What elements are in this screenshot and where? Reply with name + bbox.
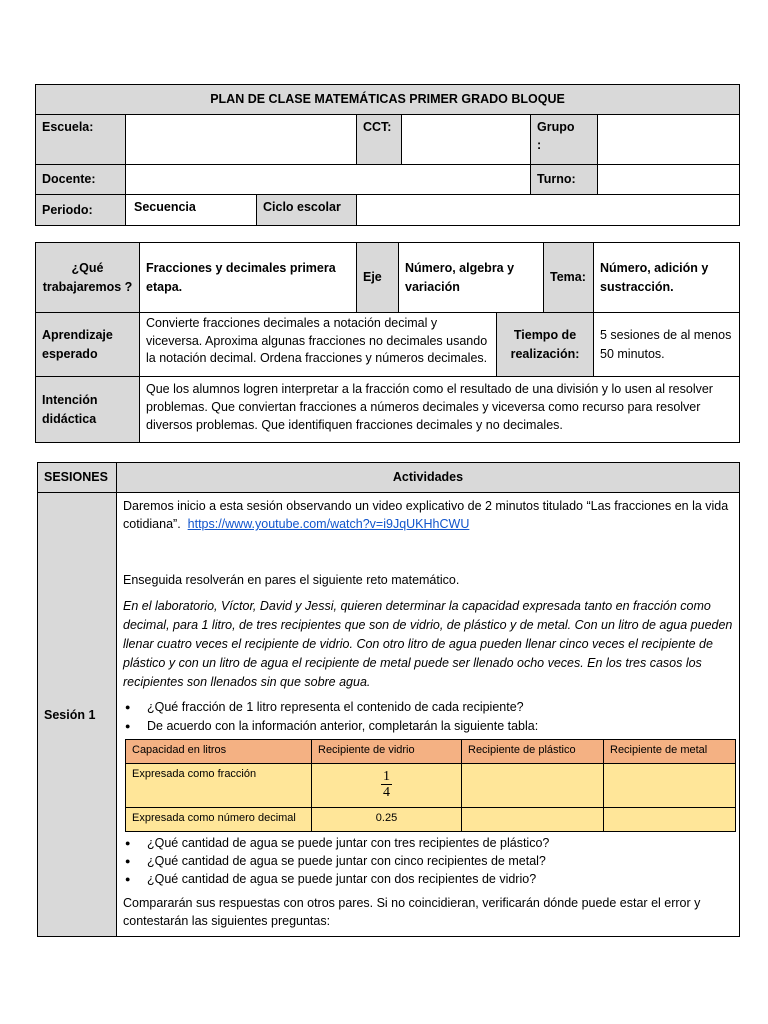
list-item: ● ¿Qué cantidad de agua se puede juntar con tres recipientes de plástico? (145, 834, 733, 852)
docente-label: Docente: (36, 165, 126, 195)
row-decimal-label: Expresada como número decimal (126, 807, 312, 831)
video-link[interactable]: https://www.youtube.com/watch?v=i9JqUKHhCWU (187, 517, 470, 532)
plan-table (35, 242, 740, 443)
tiempo-label: Tiempo de realización: (497, 313, 594, 377)
table-header-metal: Recipiente de metal (604, 739, 736, 763)
metal-decimal-cell[interactable] (604, 807, 736, 831)
question-list-2 (123, 834, 733, 888)
plan-title: PLAN DE CLASE MATEMÁTICAS PRIMER GRADO BLOQUE (36, 85, 740, 115)
ciclo-field[interactable] (357, 195, 740, 226)
docente-field[interactable] (126, 165, 531, 195)
list-item: ● ¿Qué cantidad de agua se puede juntar con cinco recipientes de metal? (145, 852, 733, 870)
list-item: ● ¿Qué cantidad de agua se puede juntar con dos recipientes de vidrio? (145, 870, 733, 888)
fraction-one-quarter: $\frac{1}{4}$ (383, 768, 390, 801)
que-value: Fracciones y decimales primera etapa. (140, 243, 357, 313)
sesiones-header: SESIONES (38, 463, 117, 493)
metal-fraccion-cell[interactable] (604, 763, 736, 807)
vidrio-fraccion-cell[interactable] (312, 763, 462, 807)
session-label: Sesión 1 (38, 493, 117, 937)
turno-label: Turno: (531, 165, 598, 195)
escuela-field[interactable] (126, 115, 357, 165)
cct-field[interactable] (402, 115, 531, 165)
tiempo-value: 5 sesiones de al menos 50 minutos. (594, 313, 740, 377)
plastico-decimal-cell[interactable] (462, 807, 604, 831)
table-header-vidrio: Recipiente de vidrio (312, 739, 462, 763)
cct-label: CCT: (357, 115, 402, 165)
intro-paragraph (123, 497, 733, 533)
aprendizaje-label: Aprendizaje esperado (36, 313, 140, 377)
vidrio-decimal-cell[interactable]: 0.25 (312, 807, 462, 831)
sessions-table (37, 462, 740, 937)
eje-label: Eje (357, 243, 399, 313)
intencion-label: Intención didáctica (36, 377, 140, 443)
list-item: ● ¿Qué fracción de 1 litro representa el contenido de cada recipiente? (145, 698, 733, 716)
grupo-label: Grupo : (531, 115, 598, 165)
closing-text: Compararán sus respuestas con otros pares. Si no coincidieran, verificarán dónde puede estar el error y contestarán las siguientes preguntas: (123, 896, 701, 929)
plastico-fraccion-cell[interactable] (462, 763, 604, 807)
periodo-label: Periodo: (36, 195, 126, 226)
eje-value: Número, algebra y variación (399, 243, 544, 313)
secuencia-label: Secuencia (126, 195, 257, 225)
grupo-field[interactable] (598, 115, 740, 165)
aprendizaje-value: Convierte fracciones decimales a notación decimal y viceversa. Aproxima algunas fracciones no decimales usando la notación decimal. Ordena fracciones y números decimales. (140, 313, 497, 377)
row-fraccion-label: Expresada como fracción (126, 763, 312, 807)
header-table-grid (35, 84, 740, 226)
problem-text: En el laboratorio, Víctor, David y Jessi, quieren determinar la capacidad expresada tanto en fracción como decimal, para 1 litro, de tres recipientes que son de vidrio, de plástico y de metal. Con un litro de agua pueden llenar cuatro veces el recipiente de vidrio. Con otro litro de agua pueden llenar cinco veces el recipiente de plástico y con un litro de agua el recipiente de metal puede ser llenado ocho veces. En los tres casos los recipientes son llenados sin que sobre agua. (123, 599, 733, 690)
question-list-1 (123, 698, 733, 734)
list-item: ● De acuerdo con la información anterior, completarán la siguiente tabla: (145, 717, 733, 735)
tema-label: Tema: (544, 243, 594, 313)
ciclo-label: Ciclo escolar (257, 195, 356, 225)
tema-value: Número, adición y sustracción. (594, 243, 740, 313)
session-activities (117, 493, 740, 937)
turno-field[interactable] (598, 165, 740, 195)
table-header-plastico: Recipiente de plástico (462, 739, 604, 763)
reto-text: Enseguida resolverán en pares el siguiente reto matemático. (123, 573, 460, 588)
intro-text: Daremos inicio a esta sesión observando un video explicativo de 2 minutos titulado “Las fracciones en la vida cotidiana”. (123, 499, 729, 532)
capacity-table (125, 739, 736, 832)
actividades-header: Actividades (117, 463, 740, 493)
table-header-capacidad: Capacidad en litros (126, 739, 312, 763)
que-label: ¿Qué trabajaremos ? (36, 243, 140, 313)
intencion-value: Que los alumnos logren interpretar a la fracción como el resultado de una división y lo usen al resolver problemas. Que conviertan fracciones a números decimales y viceversa como recurso para resolver diversos problemas. Que identifiquen fracciones decimales y no decimales. (140, 377, 740, 443)
escuela-label: Escuela: (36, 115, 126, 165)
